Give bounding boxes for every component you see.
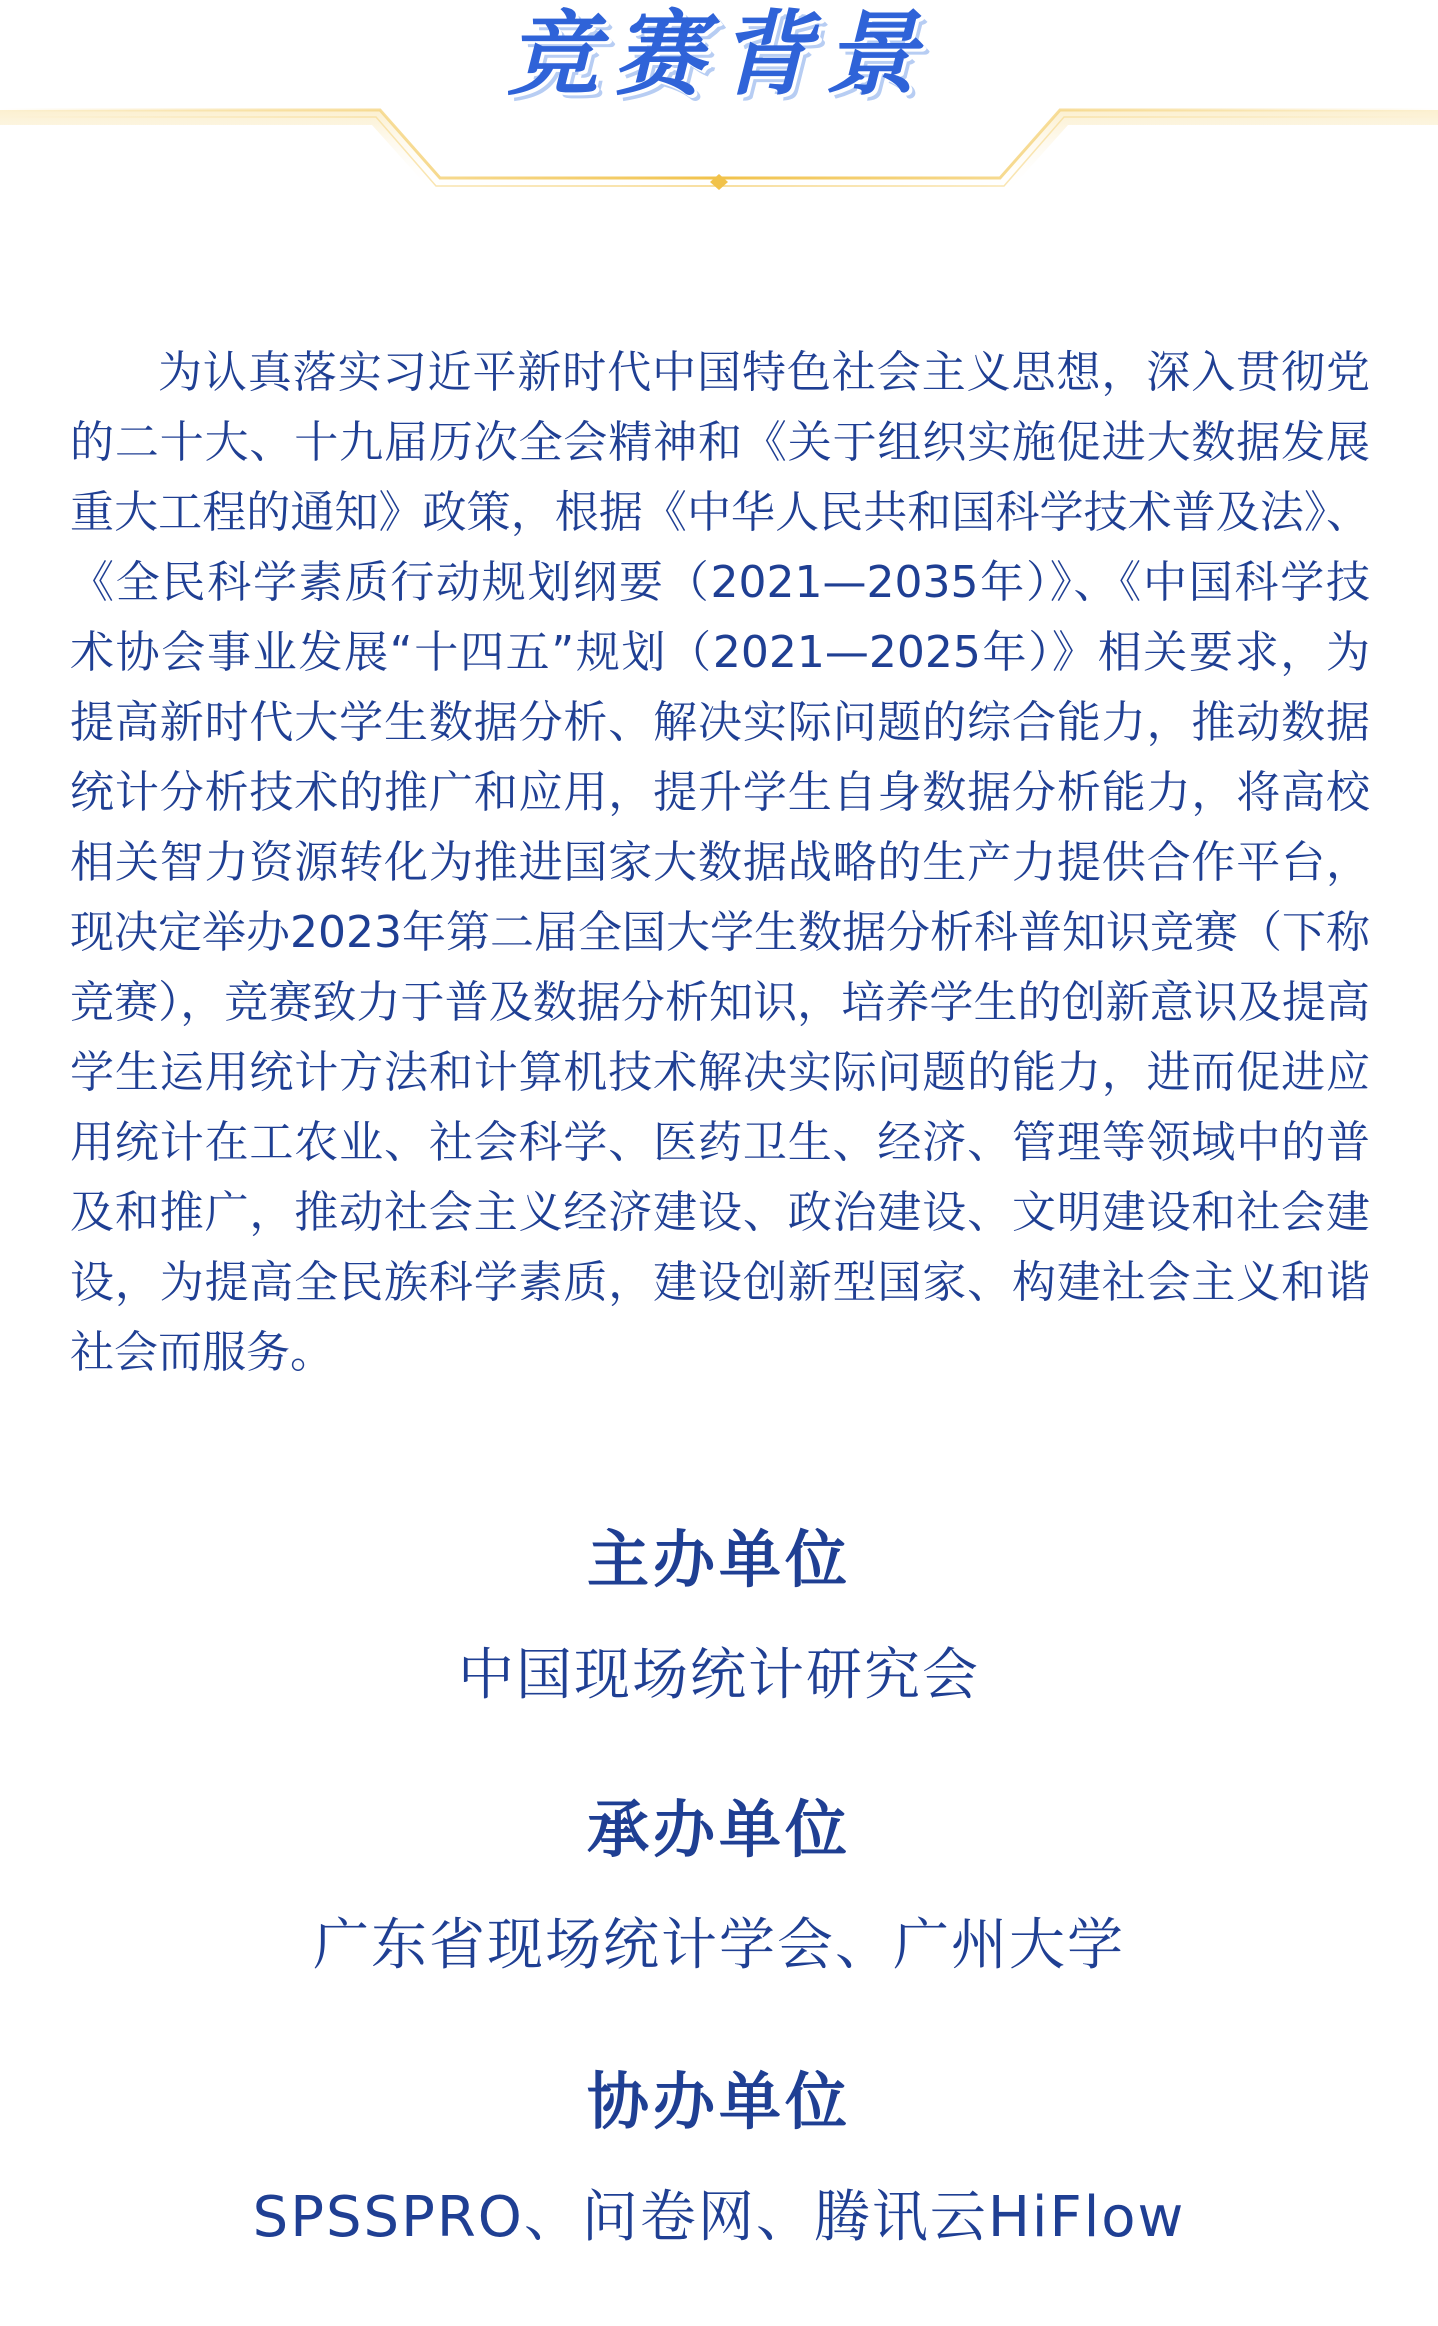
host-value: 中国现场统计研究会 — [458, 1643, 980, 1708]
organizer-value: 广东省现场统计学会、广州大学 — [313, 1913, 1125, 1978]
banner-title: 竞赛背景 — [506, 1, 931, 108]
host-section — [0, 1520, 1438, 1712]
organizer-title: 承办单位 — [586, 1793, 851, 1866]
co-organizer-section — [0, 2062, 1438, 2254]
co-organizer-title: 协办单位 — [586, 2065, 851, 2138]
header-banner — [0, 0, 1438, 200]
host-title: 主办单位 — [586, 1523, 851, 1596]
intro-paragraph: 为认真落实习近平新时代中国特色社会主义思想，深入贯彻党的二十大、十九届历次全会精神和《关于组织实施促进大数据发展重大工程的通知》政策，根据《中华人民共和国科学技术普及法》、《全民科学素质行动规划纲要（2021—2035年）》、《中国科学技术协会事业发展“十四五”规划（2021—2025年）》相关要求，为提高新时代大学生数据分析、解决实际问题的综合能力，推动数据统计分析技术的推广和应用，提升学生自身数据分析能力，将高校相关智力资源转化为推进国家大数据战略的生产力提供合作平台，现决定举办2023年第二届全国大学生数据分析科普知识竞赛（下称竞赛），竞赛致力于普及数据分析知识，培养学生的创新意识及提高学生运用统计方法和计算机技术解决实际问题的能力，进而促进应用统计在工农业、社会科学、医药卫生、经济、管理等领域中的普及和推广，推动社会主义经济建设、政治建设、文明建设和社会建设，为提高全民族科学素质，建设创新型国家、构建社会主义和谐社会而服务。 — [70, 347, 1370, 1378]
organizer-section — [0, 1790, 1438, 1982]
co-organizer-value: SPSSPRO、问卷网、腾讯云HiFlow — [252, 2185, 1186, 2250]
